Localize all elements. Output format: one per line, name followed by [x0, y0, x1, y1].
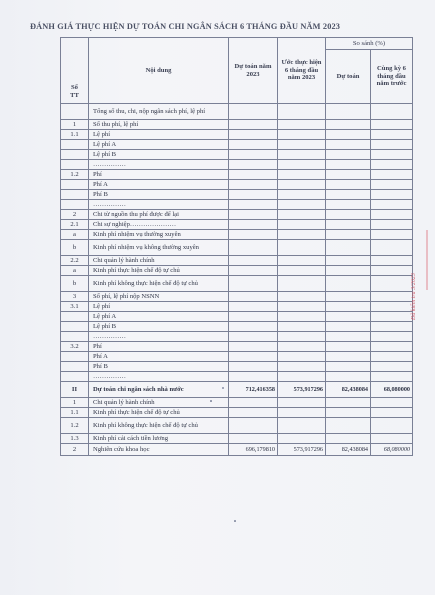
cell-ss-cung-ky	[371, 180, 413, 190]
cell-ss-du-toan	[326, 292, 371, 302]
table-body	[61, 104, 413, 456]
cell-ss-du-toan	[326, 150, 371, 160]
cell-stt: 1	[61, 398, 89, 408]
table-row	[61, 256, 413, 266]
cell-content: Kinh phí không thực hiện chế độ tự chủ	[89, 418, 229, 434]
table-row	[61, 210, 413, 220]
cell-du-toan	[229, 342, 278, 352]
cell-uoc-thuc-hien	[278, 332, 326, 342]
table-row	[61, 408, 413, 418]
cell-du-toan	[229, 104, 278, 120]
cell-ss-cung-ky	[371, 256, 413, 266]
cell-ss-cung-ky	[371, 342, 413, 352]
cell-ss-cung-ky	[371, 160, 413, 170]
cell-ss-cung-ky	[371, 332, 413, 342]
cell-stt: b	[61, 276, 89, 292]
header-uoc-thuc-hien: Ước thực hiện 6 tháng đầu năm 2023	[278, 38, 326, 104]
budget-table	[60, 37, 413, 456]
cell-ss-du-toan	[326, 220, 371, 230]
cell-du-toan	[229, 256, 278, 266]
table-row	[61, 240, 413, 256]
table-row	[61, 292, 413, 302]
cell-du-toan	[229, 362, 278, 372]
cell-content: Nghiên cứu khoa học	[89, 444, 229, 456]
cell-stt	[61, 362, 89, 372]
cell-ss-du-toan	[326, 434, 371, 444]
table-row	[61, 160, 413, 170]
cell-du-toan	[229, 120, 278, 130]
cell-content: ……………	[89, 372, 229, 382]
report-title: ĐÁNH GIÁ THỰC HIỆN DỰ TOÁN CHI NGÂN SÁCH 6 THÁNG ĐẦU NĂM 2023	[30, 22, 341, 31]
cell-content: Lệ phí B	[89, 150, 229, 160]
cell-content: Chi quản lý hành chính	[89, 256, 229, 266]
cell-stt	[61, 150, 89, 160]
table-row	[61, 170, 413, 180]
table-row	[61, 444, 413, 456]
cell-uoc-thuc-hien	[278, 266, 326, 276]
cell-ss-du-toan	[326, 408, 371, 418]
table-row	[61, 130, 413, 140]
cell-stt	[61, 160, 89, 170]
cell-ss-cung-ky	[371, 302, 413, 312]
cell-ss-cung-ky	[371, 266, 413, 276]
cell-stt: 2.1	[61, 220, 89, 230]
cell-ss-du-toan	[326, 276, 371, 292]
cell-ss-du-toan: 82,438084	[326, 444, 371, 456]
cell-ss-cung-ky	[371, 120, 413, 130]
cell-ss-cung-ky	[371, 322, 413, 332]
cell-stt	[61, 140, 89, 150]
cell-ss-cung-ky: 68,080000	[371, 444, 413, 456]
table-row	[61, 190, 413, 200]
table-row	[61, 322, 413, 332]
cell-uoc-thuc-hien	[278, 276, 326, 292]
cell-uoc-thuc-hien	[278, 342, 326, 352]
cell-ss-cung-ky	[371, 104, 413, 120]
cell-stt: 1.1	[61, 408, 89, 418]
table-row	[61, 220, 413, 230]
cell-content: Số thu phí, lệ phí	[89, 120, 229, 130]
table-row	[61, 382, 413, 398]
table-row	[61, 332, 413, 342]
table-row	[61, 312, 413, 322]
cell-content: Chi sự nghiệp…………………	[89, 220, 229, 230]
cell-content: Kinh phí không thực hiện chế độ tự chủ	[89, 276, 229, 292]
cell-du-toan: 712,416358	[229, 382, 278, 398]
cell-stt: a	[61, 266, 89, 276]
table-row	[61, 150, 413, 160]
cell-ss-cung-ky	[371, 130, 413, 140]
cell-uoc-thuc-hien	[278, 398, 326, 408]
cell-ss-cung-ky	[371, 408, 413, 418]
cell-ss-du-toan	[326, 240, 371, 256]
cell-ss-cung-ky	[371, 150, 413, 160]
cell-content: Phí B	[89, 362, 229, 372]
cell-uoc-thuc-hien	[278, 160, 326, 170]
cell-ss-du-toan	[326, 372, 371, 382]
cell-du-toan	[229, 352, 278, 362]
cell-ss-du-toan	[326, 398, 371, 408]
cell-content: Phí A	[89, 180, 229, 190]
cell-uoc-thuc-hien	[278, 256, 326, 266]
table-row	[61, 200, 413, 210]
cell-stt: II	[61, 382, 89, 398]
cell-uoc-thuc-hien	[278, 120, 326, 130]
cell-stt	[61, 332, 89, 342]
cell-content: Chi từ nguồn thu phí được để lại	[89, 210, 229, 220]
cell-stt	[61, 312, 89, 322]
cell-uoc-thuc-hien	[278, 190, 326, 200]
cell-content: ……………	[89, 160, 229, 170]
cell-stt: 1.2	[61, 418, 89, 434]
cell-du-toan	[229, 230, 278, 240]
cell-ss-du-toan	[326, 266, 371, 276]
cell-stt	[61, 322, 89, 332]
cell-ss-du-toan	[326, 210, 371, 220]
cell-ss-du-toan	[326, 190, 371, 200]
cell-du-toan	[229, 220, 278, 230]
cell-du-toan	[229, 130, 278, 140]
cell-ss-cung-ky	[371, 170, 413, 180]
table-row	[61, 434, 413, 444]
speck	[222, 387, 224, 389]
header-ss-du-toan: Dự toán	[326, 50, 371, 104]
cell-stt: 1.3	[61, 434, 89, 444]
cell-ss-du-toan	[326, 230, 371, 240]
cell-du-toan	[229, 322, 278, 332]
table-row	[61, 342, 413, 352]
cell-ss-du-toan	[326, 200, 371, 210]
cell-uoc-thuc-hien	[278, 240, 326, 256]
cell-ss-cung-ky	[371, 372, 413, 382]
cell-uoc-thuc-hien	[278, 352, 326, 362]
table-row	[61, 230, 413, 240]
cell-ss-cung-ky	[371, 190, 413, 200]
cell-stt: 1.2	[61, 170, 89, 180]
cell-uoc-thuc-hien	[278, 180, 326, 190]
cell-uoc-thuc-hien	[278, 322, 326, 332]
table-row	[61, 276, 413, 292]
cell-uoc-thuc-hien	[278, 434, 326, 444]
cell-stt: a	[61, 230, 89, 240]
header-noi-dung: Nội dung	[89, 38, 229, 104]
header-du-toan: Dự toán năm 2023	[229, 38, 278, 104]
cell-stt: 3.2	[61, 342, 89, 352]
cell-ss-du-toan	[326, 418, 371, 434]
cell-content: Tổng số thu, chi, nộp ngân sách phí, lệ phí	[89, 104, 229, 120]
cell-du-toan	[229, 210, 278, 220]
cell-stt: 2	[61, 210, 89, 220]
cell-ss-cung-ky	[371, 398, 413, 408]
cell-du-toan	[229, 292, 278, 302]
cell-uoc-thuc-hien	[278, 312, 326, 322]
cell-uoc-thuc-hien	[278, 200, 326, 210]
pencil-mark	[426, 230, 428, 290]
cell-du-toan	[229, 372, 278, 382]
cell-ss-du-toan	[326, 352, 371, 362]
cell-ss-cung-ky	[371, 418, 413, 434]
cell-stt	[61, 180, 89, 190]
speck	[210, 400, 212, 402]
cell-uoc-thuc-hien	[278, 210, 326, 220]
cell-content: ……………	[89, 332, 229, 342]
cell-uoc-thuc-hien	[278, 150, 326, 160]
cell-uoc-thuc-hien	[278, 140, 326, 150]
cell-du-toan	[229, 332, 278, 342]
cell-ss-du-toan	[326, 140, 371, 150]
cell-content: Lệ phí A	[89, 312, 229, 322]
cell-uoc-thuc-hien	[278, 362, 326, 372]
cell-ss-cung-ky	[371, 200, 413, 210]
cell-content: Phí A	[89, 352, 229, 362]
cell-uoc-thuc-hien: 573,917296	[278, 382, 326, 398]
cell-ss-cung-ky	[371, 210, 413, 220]
cell-ss-du-toan	[326, 180, 371, 190]
cell-ss-cung-ky	[371, 276, 413, 292]
table-row	[61, 266, 413, 276]
cell-content: Dự toán chi ngân sách nhà nước	[89, 382, 229, 398]
table-row	[61, 302, 413, 312]
cell-ss-cung-ky	[371, 220, 413, 230]
cell-content: Kinh phí cải cách tiền lương	[89, 434, 229, 444]
cell-ss-du-toan	[326, 160, 371, 170]
cell-content: Kinh phí thực hiện chế độ tự chủ	[89, 408, 229, 418]
cell-stt: 1	[61, 120, 89, 130]
cell-content: Kinh phí thực hiện chế độ tự chủ	[89, 266, 229, 276]
cell-uoc-thuc-hien	[278, 418, 326, 434]
table-row	[61, 352, 413, 362]
cell-ss-du-toan	[326, 362, 371, 372]
cell-ss-du-toan	[326, 256, 371, 266]
cell-uoc-thuc-hien	[278, 130, 326, 140]
cell-content: Lệ phí B	[89, 322, 229, 332]
cell-ss-du-toan	[326, 104, 371, 120]
cell-du-toan	[229, 170, 278, 180]
cell-ss-du-toan: 82,438084	[326, 382, 371, 398]
cell-stt	[61, 200, 89, 210]
cell-stt	[61, 372, 89, 382]
cell-ss-du-toan	[326, 130, 371, 140]
cell-stt: 1.1	[61, 130, 89, 140]
cell-uoc-thuc-hien	[278, 372, 326, 382]
cell-du-toan	[229, 302, 278, 312]
cell-du-toan	[229, 434, 278, 444]
cell-uoc-thuc-hien: 573,917296	[278, 444, 326, 456]
table-row	[61, 372, 413, 382]
cell-stt	[61, 190, 89, 200]
cell-uoc-thuc-hien	[278, 302, 326, 312]
cell-content: ……………	[89, 200, 229, 210]
cell-du-toan	[229, 418, 278, 434]
cell-uoc-thuc-hien	[278, 408, 326, 418]
cell-stt: 3	[61, 292, 89, 302]
table-row	[61, 398, 413, 408]
cell-uoc-thuc-hien	[278, 292, 326, 302]
header-ss-cung-ky: Cùng kỳ 6 tháng đầu năm trước	[371, 50, 413, 104]
cell-du-toan	[229, 240, 278, 256]
cell-uoc-thuc-hien	[278, 104, 326, 120]
cell-content: Phí	[89, 342, 229, 352]
cell-ss-cung-ky	[371, 362, 413, 372]
table-row	[61, 140, 413, 150]
header-so-sanh: So sánh (%)	[326, 38, 413, 50]
cell-content: Kinh phí nhiệm vụ thường xuyên	[89, 230, 229, 240]
cell-content: Phí B	[89, 190, 229, 200]
cell-uoc-thuc-hien	[278, 170, 326, 180]
cell-ss-du-toan	[326, 120, 371, 130]
cell-du-toan	[229, 408, 278, 418]
cell-du-toan	[229, 140, 278, 150]
cell-ss-du-toan	[326, 170, 371, 180]
cell-du-toan	[229, 180, 278, 190]
cell-uoc-thuc-hien	[278, 230, 326, 240]
cell-content: Phí	[89, 170, 229, 180]
cell-stt: 2	[61, 444, 89, 456]
cell-ss-cung-ky: 68,080000	[371, 382, 413, 398]
cell-ss-du-toan	[326, 302, 371, 312]
table-row	[61, 104, 413, 120]
cell-content: Lệ phí	[89, 130, 229, 140]
cell-du-toan	[229, 398, 278, 408]
cell-content: Số phí, lệ phí nộp NSNN	[89, 292, 229, 302]
cell-content: Lệ phí	[89, 302, 229, 312]
cell-ss-cung-ky	[371, 292, 413, 302]
cell-ss-du-toan	[326, 322, 371, 332]
cell-ss-cung-ky	[371, 352, 413, 362]
cell-stt	[61, 104, 89, 120]
header-stt: Số TT	[61, 38, 89, 104]
cell-ss-cung-ky	[371, 240, 413, 256]
cell-stt: b	[61, 240, 89, 256]
table-row	[61, 180, 413, 190]
cell-content: Kinh phí nhiệm vụ không thường xuyên	[89, 240, 229, 256]
cell-content: Chi quản lý hành chính	[89, 398, 229, 408]
speck	[234, 520, 236, 522]
cell-du-toan	[229, 276, 278, 292]
cell-stt: 3.1	[61, 302, 89, 312]
cell-content: Lệ phí A	[89, 140, 229, 150]
cell-stt: 2.2	[61, 256, 89, 266]
table-row	[61, 120, 413, 130]
table-row	[61, 418, 413, 434]
table-row	[61, 362, 413, 372]
cell-uoc-thuc-hien	[278, 220, 326, 230]
cell-stt	[61, 352, 89, 362]
handwritten-note: Đã kiểm tra 3/2023	[411, 273, 417, 320]
cell-du-toan	[229, 160, 278, 170]
cell-ss-du-toan	[326, 312, 371, 322]
cell-ss-du-toan	[326, 332, 371, 342]
cell-du-toan: 696,179810	[229, 444, 278, 456]
cell-ss-cung-ky	[371, 140, 413, 150]
cell-du-toan	[229, 266, 278, 276]
cell-ss-cung-ky	[371, 230, 413, 240]
cell-ss-du-toan	[326, 342, 371, 352]
cell-du-toan	[229, 312, 278, 322]
cell-du-toan	[229, 150, 278, 160]
cell-du-toan	[229, 190, 278, 200]
cell-ss-cung-ky	[371, 434, 413, 444]
cell-du-toan	[229, 200, 278, 210]
cell-ss-cung-ky	[371, 312, 413, 322]
